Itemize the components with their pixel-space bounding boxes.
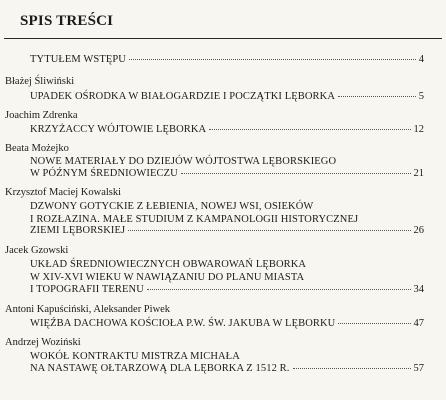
leader-dots [209, 129, 410, 130]
leader-dots [128, 230, 410, 231]
page-number: 47 [413, 318, 424, 329]
toc-entry-title: W PÓŹNYM ŚREDNIOWIECZU [30, 168, 178, 179]
page-number: 5 [418, 91, 424, 102]
toc-author: Błażej Śliwiński [5, 76, 75, 87]
toc-entry-title: WIĘŹBA DACHOWA KOŚCIOŁA P.W. ŚW. JAKUBA W LĘBORKU [30, 318, 336, 329]
toc-entry-5[interactable] [30, 284, 424, 295]
leader-dots [338, 96, 416, 97]
toc-author: Krzysztof Maciej Kowalski [5, 187, 122, 198]
toc-entry-title-line: WOKÓŁ KONTRAKTU MISTRZA MICHAŁA [30, 351, 240, 362]
page-number: 26 [413, 225, 424, 236]
toc-entry-title-line: DZWONY GOTYCKIE Z ŁEBIENIA, NOWEJ WSI, OSIEKÓW [30, 201, 314, 212]
toc-entry-title: KRZYŻACCY WÓJTOWIE LĘBORKA [30, 124, 207, 135]
toc-entry-title: ZIEMI LĘBORSKIEJ [30, 225, 126, 236]
toc-entry-1[interactable] [30, 91, 424, 102]
page-number: 21 [413, 168, 424, 179]
page-number: 34 [413, 284, 424, 295]
toc-entry-title-line: UKŁAD ŚREDNIOWIECZNYCH OBWAROWAŃ LĘBORKA [30, 259, 307, 270]
toc-entry-title-line: W XIV-XVI WIEKU W NAWIĄZANIU DO PLANU MIASTA [30, 272, 305, 283]
toc-author: Beata Możejko [5, 143, 69, 154]
toc-entry-4[interactable] [30, 225, 424, 236]
toc-entry-2[interactable] [30, 124, 424, 135]
toc-entry-title: TYTUŁEM WSTĘPU [30, 54, 126, 65]
toc-author: Joachim Zdrenka [5, 110, 78, 121]
leader-dots [181, 173, 411, 174]
toc-author: Andrzej Woziński [5, 337, 81, 348]
toc-entry-title-line: I ROZŁAZINA. MAŁE STUDIUM Z KAMPANOLOGII HISTORYCZNEJ [30, 214, 359, 225]
toc-entry-title: UPADEK OŚRODKA W BIAŁOGARDZIE I POCZĄTKI LĘBORKA [30, 91, 336, 102]
toc-entry-title: I TOPOGRAFII TERENU [30, 284, 144, 295]
leader-dots [338, 323, 410, 324]
leader-dots [129, 59, 416, 60]
page-title: SPIS TREŚCI [20, 13, 114, 29]
toc-author: Antoni Kapuściński, Aleksander Piwek [5, 304, 171, 315]
toc-entry-title: NA NASTAWĘ OŁTARZOWĄ DLA LĘBORKA Z 1512 R. [30, 363, 290, 374]
heading-rule [4, 38, 442, 39]
toc-entry-6[interactable] [30, 318, 424, 329]
toc-entry-0[interactable] [30, 54, 424, 65]
page-number: 4 [418, 54, 424, 65]
toc-entry-3[interactable] [30, 168, 424, 179]
leader-dots [293, 368, 411, 369]
toc-author: Jacek Gzowski [5, 245, 69, 256]
page-number: 12 [413, 124, 424, 135]
page-number: 57 [413, 363, 424, 374]
toc-entry-title-line: NOWE MATERIAŁY DO DZIEJÓW WÓJTOSTWA LĘBORSKIEGO [30, 156, 337, 167]
toc-entry-7[interactable] [30, 363, 424, 374]
leader-dots [147, 289, 411, 290]
